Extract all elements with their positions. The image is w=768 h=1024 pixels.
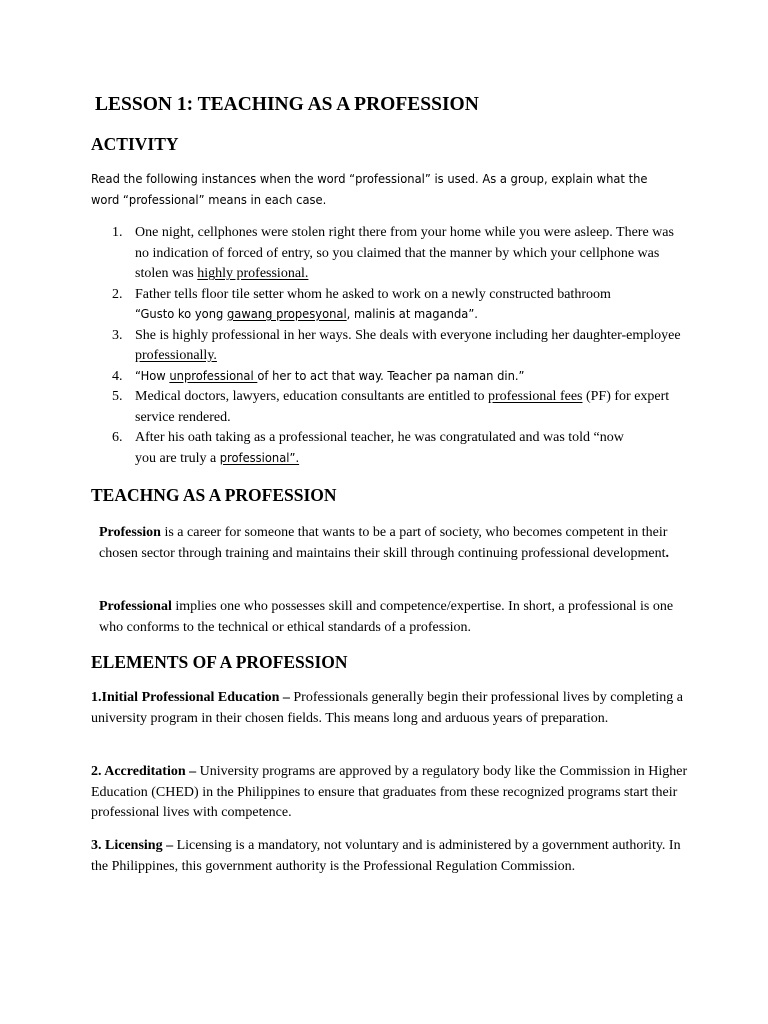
- element-2: [91, 762, 691, 824]
- item-underlined: gawang propesyonal: [226, 307, 347, 322]
- item-underlined: professional fees: [488, 389, 583, 404]
- item-underlined: highly professional.: [197, 266, 309, 281]
- profession-definition: [91, 523, 699, 564]
- element-3-term: 3. Licensing –: [91, 838, 174, 853]
- intro-line-1: Read the following instances when the word “professional” is used. As a group, explain what the: [91, 172, 648, 187]
- list-item: [91, 326, 681, 367]
- item-text: “How: [135, 368, 170, 384]
- item-underlined: professionally.: [135, 348, 217, 363]
- list-item: [91, 387, 681, 428]
- item-text-post: , malinis at maganda”.: [346, 307, 478, 322]
- list-item: [91, 367, 681, 388]
- list-item: [91, 285, 681, 326]
- professional-term: Professional: [99, 599, 172, 614]
- lesson-title: LESSON 1: TEACHING AS A PROFESSION: [95, 94, 479, 115]
- item-underlined: unprofessional: [169, 368, 258, 384]
- item-number: 6.: [112, 430, 123, 445]
- item-text: She is highly professional in her ways. She deals with everyone including her daughter-employee: [135, 327, 681, 343]
- item-text: One night, cellphones were stolen right there from your home while you were asleep. There was no indication of forced of entry, so you claimed that the manner by which your cellphone was stolen was: [135, 225, 674, 281]
- element-1-term: 1.Initial Professional Education –: [91, 690, 290, 705]
- item-text-2: “Gusto ko yong: [135, 307, 227, 322]
- item-text: Father tells floor tile setter whom he asked to work on a newly constructed bathroom: [135, 286, 611, 302]
- item-number: 1.: [112, 225, 123, 240]
- element-2-term: 2. Accreditation –: [91, 764, 197, 779]
- list-item: [91, 428, 681, 469]
- element-1: [91, 688, 691, 729]
- element-3: [91, 836, 691, 877]
- professional-def-text: implies one who possesses skill and competence/expertise. In short, a professional is one who conforms to the technical or ethical standards of a profession.: [99, 599, 674, 635]
- activity-heading: ACTIVITY: [91, 134, 179, 154]
- item-number: 5.: [112, 389, 123, 404]
- item-number: 3.: [112, 327, 123, 343]
- activity-intro: [91, 170, 691, 211]
- profession-def-end: .: [665, 545, 669, 561]
- item-text: After his oath taking as a professional teacher, he was congratulated and was told “now: [135, 430, 624, 445]
- profession-def-text: is a career for someone that wants to be a part of society, who becomes competent in their chosen sector through training and maintains their skill through continuing professional development: [99, 525, 668, 561]
- teaching-heading: TEACHNG AS A PROFESSION: [91, 485, 337, 505]
- element-3-text: Licensing is a mandatory, not voluntary and is administered by a government authority. In the Philippines, this government authority is the Professional Regulation Commission.: [91, 838, 681, 874]
- list-item: [91, 223, 681, 285]
- item-underlined: professional”.: [219, 450, 300, 466]
- element-2-text: University programs are approved by a regulatory body like the Commission in Higher Education (CHED) in the Philippines to ensure that graduates from these recognized programs start their professional lives with competence.: [91, 764, 688, 820]
- item-text-post: (PF) for expert service rendered.: [135, 389, 670, 425]
- professional-definition: [91, 597, 699, 638]
- element-1-text: Professionals generally begin their professional lives by completing a university program in their chosen fields. This means long and arduous years of preparation.: [91, 690, 683, 726]
- item-text-post: of her to act that way. Teacher pa naman din.”: [257, 368, 525, 384]
- profession-term: Profession: [99, 525, 161, 540]
- elements-heading: ELEMENTS OF A PROFESSION: [91, 652, 348, 672]
- item-text: Medical doctors, lawyers, education consultants are entitled to: [135, 389, 489, 404]
- instances-list: [91, 223, 681, 469]
- item-number: 4.: [112, 368, 123, 384]
- intro-line-2: word “professional” means in each case.: [91, 192, 327, 208]
- item-text-2: you are truly a: [135, 450, 220, 466]
- item-number: 2.: [112, 286, 123, 302]
